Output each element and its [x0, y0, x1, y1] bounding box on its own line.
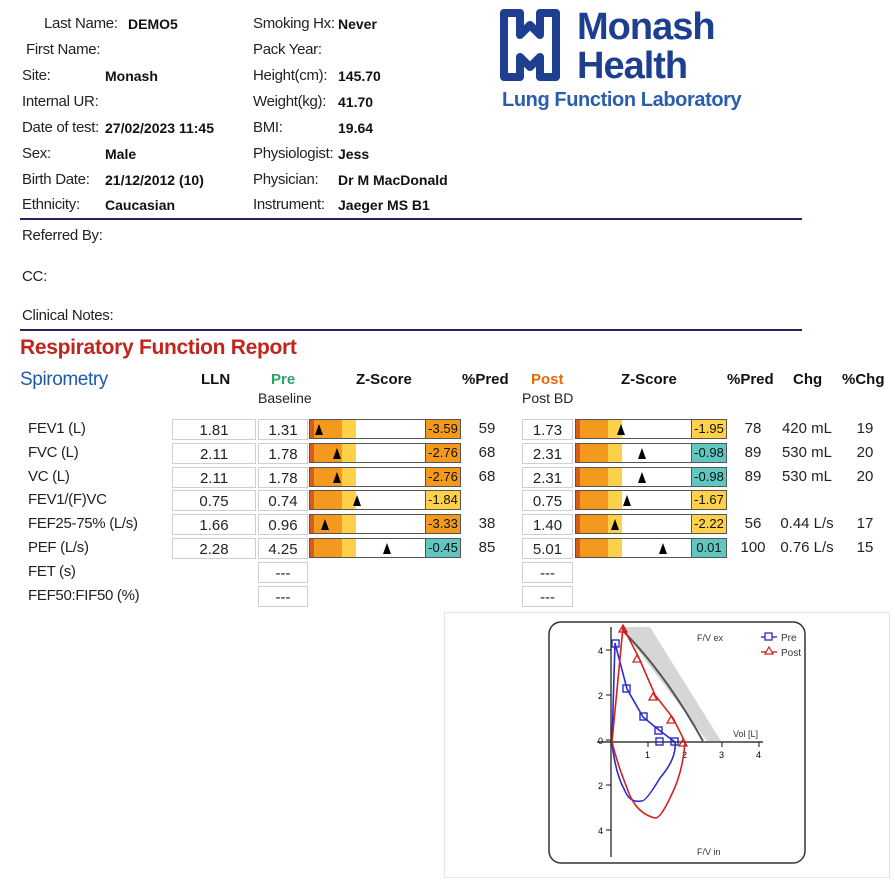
- header-pre: Pre: [271, 371, 296, 388]
- chg: 530 mL: [781, 468, 833, 485]
- legend-post: Post: [781, 648, 802, 659]
- pchg: 20: [856, 468, 874, 485]
- label-vol: Vol [L]: [733, 729, 759, 739]
- post-cell: 0.75: [522, 490, 573, 511]
- header-baseline: Baseline: [258, 390, 312, 406]
- flow-volume-chart: [445, 613, 889, 877]
- row-label: FEF50:FIF50 (%): [28, 587, 140, 604]
- referred-by-label: Referred By:: [22, 227, 103, 244]
- lln-cell: 1.66: [172, 514, 256, 535]
- pre-pred: 68: [478, 444, 496, 461]
- chg: 0.44 L/s: [780, 515, 834, 532]
- zscore-marker: [623, 495, 631, 506]
- post-cell: 5.01: [522, 538, 573, 559]
- ethnicity-value: Caucasian: [105, 197, 176, 213]
- logo-line1: Monash: [577, 6, 715, 48]
- lln-cell: 2.11: [172, 443, 256, 464]
- pre-cell: ---: [258, 586, 308, 607]
- label-fv-in: F/V in: [697, 847, 721, 857]
- height-label: Height(cm):: [253, 67, 328, 84]
- physiologist-label: Physiologist:: [253, 145, 334, 162]
- pre-zscore-value: -3.33: [425, 514, 461, 534]
- chg: 0.76 L/s: [780, 539, 834, 556]
- zscore-marker: [638, 448, 646, 459]
- first-name-label: First Name:: [26, 41, 101, 58]
- post-cell: 2.31: [522, 467, 573, 488]
- x-tick-label: 1: [645, 750, 651, 760]
- pre-cell: 0.74: [258, 490, 308, 511]
- row-label: FEV1/(F)VC: [28, 491, 107, 508]
- x-tick-label: 2: [682, 750, 688, 760]
- monash-health-logo-icon: [500, 9, 560, 81]
- post-cell: 1.73: [522, 419, 573, 440]
- zscore-marker: [321, 519, 329, 530]
- internal-ur-label: Internal UR:: [22, 93, 99, 110]
- pchg: 15: [856, 539, 874, 556]
- pre-pred: 59: [478, 420, 496, 437]
- pchg: 17: [856, 515, 874, 532]
- header-divider: [20, 218, 802, 220]
- zscore-marker: [315, 424, 323, 435]
- post-zscore-value: 0.01: [691, 538, 727, 558]
- label-fv-ex: F/V ex: [697, 633, 724, 643]
- row-label: FVC (L): [28, 444, 79, 461]
- post-pred: 100: [740, 539, 766, 556]
- lln-cell: 1.81: [172, 419, 256, 440]
- y-tick-label: 2: [598, 781, 604, 791]
- lln-cell: 2.11: [172, 467, 256, 488]
- x-tick-label: 4: [756, 750, 762, 760]
- pre-zscore-value: -2.76: [425, 443, 461, 463]
- pre-cell: 1.31: [258, 419, 308, 440]
- post-zscore-value: -0.98: [691, 443, 727, 463]
- lab-name: Lung Function Laboratory: [502, 89, 742, 111]
- site-value: Monash: [105, 68, 158, 84]
- post-cell: ---: [522, 586, 573, 607]
- post-zscore-value: -2.22: [691, 514, 727, 534]
- pchg: 19: [856, 420, 874, 437]
- weight-label: Weight(kg):: [253, 93, 327, 110]
- pre-cell: 0.96: [258, 514, 308, 535]
- legend-pre: Pre: [781, 633, 797, 644]
- smoking-value: Never: [338, 16, 377, 32]
- bmi-value: 19.64: [338, 120, 374, 136]
- logo-line2: Health: [577, 45, 688, 87]
- pre-cell: ---: [258, 562, 308, 583]
- y-tick-label: 4: [598, 826, 604, 836]
- post-zscore-value: -1.95: [691, 419, 727, 439]
- zscore-marker: [383, 543, 391, 554]
- height-value: 145.70: [338, 68, 381, 84]
- row-label: FET (s): [28, 563, 76, 580]
- zscore-marker: [333, 472, 341, 483]
- row-label: FEV1 (L): [28, 420, 86, 437]
- post-zscore-value: -1.67: [691, 490, 727, 510]
- row-label: FEF25-75% (L/s): [28, 515, 138, 532]
- zscore-marker: [353, 495, 361, 506]
- spirometry-heading: Spirometry: [20, 369, 108, 390]
- pack-year-label: Pack Year:: [253, 41, 322, 58]
- zscore-marker: [617, 424, 625, 435]
- post-cell: 1.40: [522, 514, 573, 535]
- zscore-marker: [333, 448, 341, 459]
- y-tick-label: 4: [598, 646, 604, 656]
- report-title: Respiratory Function Report: [20, 336, 297, 359]
- last-name-label: Last Name:: [44, 15, 118, 32]
- sex-label: Sex:: [22, 145, 51, 162]
- birth-date-value: 21/12/2012 (10): [105, 172, 204, 188]
- post-zscore-value: -0.98: [691, 467, 727, 487]
- zscore-marker: [659, 543, 667, 554]
- site-label: Site:: [22, 67, 51, 84]
- pre-zscore-value: -0.45: [425, 538, 461, 558]
- instrument-label: Instrument:: [253, 196, 325, 213]
- post-pred: 89: [744, 468, 762, 485]
- row-label: VC (L): [28, 468, 70, 485]
- row-label: PEF (L/s): [28, 539, 89, 556]
- date-of-test-value: 27/02/2023 11:45: [105, 120, 214, 136]
- pre-cell: 4.25: [258, 538, 308, 559]
- pre-zscore-value: -3.59: [425, 419, 461, 439]
- bmi-label: BMI:: [253, 119, 283, 136]
- header-pred-pre: %Pred: [462, 371, 509, 388]
- physiologist-value: Jess: [338, 146, 370, 162]
- flow-volume-panel: [444, 612, 890, 878]
- smoking-label: Smoking Hx:: [253, 15, 335, 32]
- header-pred-post: %Pred: [727, 371, 774, 388]
- pre-pred: 68: [478, 468, 496, 485]
- pre-cell: 1.78: [258, 467, 308, 488]
- post-pred: 56: [744, 515, 762, 532]
- clinical-notes-label: Clinical Notes:: [22, 307, 114, 324]
- weight-value: 41.70: [338, 94, 374, 110]
- post-cell: ---: [522, 562, 573, 583]
- header-post: Post: [531, 371, 564, 388]
- chg: 530 mL: [781, 444, 833, 461]
- header-zscore-pre: Z-Score: [356, 371, 412, 388]
- sex-value: Male: [105, 146, 137, 162]
- post-pred: 78: [744, 420, 762, 437]
- physician-label: Physician:: [253, 171, 319, 188]
- pre-pred: 85: [478, 539, 496, 556]
- pre-pred: 38: [478, 515, 496, 532]
- ethnicity-label: Ethnicity:: [22, 196, 80, 213]
- header-post-bd: Post BD: [522, 390, 574, 406]
- x-tick-label: 3: [719, 750, 725, 760]
- header-lln: LLN: [201, 371, 231, 388]
- header-chg: Chg: [793, 371, 823, 388]
- y-tick-label: 0: [598, 736, 604, 746]
- physician-value: Dr M MacDonald: [338, 172, 448, 188]
- header-zscore-post: Z-Score: [621, 371, 677, 388]
- pchg: 20: [856, 444, 874, 461]
- header-pchg: %Chg: [842, 371, 885, 388]
- lln-cell: 2.28: [172, 538, 256, 559]
- chg: 420 mL: [781, 420, 833, 437]
- zscore-marker: [611, 519, 619, 530]
- last-name-value: DEMO5: [128, 16, 178, 32]
- zscore-marker: [638, 472, 646, 483]
- lln-cell: 0.75: [172, 490, 256, 511]
- cc-label: CC:: [22, 268, 47, 285]
- pre-zscore-value: -1.84: [425, 490, 461, 510]
- notes-divider: [20, 329, 802, 331]
- pre-cell: 1.78: [258, 443, 308, 464]
- instrument-value: Jaeger MS B1: [338, 197, 430, 213]
- birth-date-label: Birth Date:: [22, 171, 90, 188]
- pre-zscore-value: -2.76: [425, 467, 461, 487]
- date-of-test-label: Date of test:: [22, 119, 99, 136]
- post-cell: 2.31: [522, 443, 573, 464]
- post-pred: 89: [744, 444, 762, 461]
- y-tick-label: 2: [598, 691, 604, 701]
